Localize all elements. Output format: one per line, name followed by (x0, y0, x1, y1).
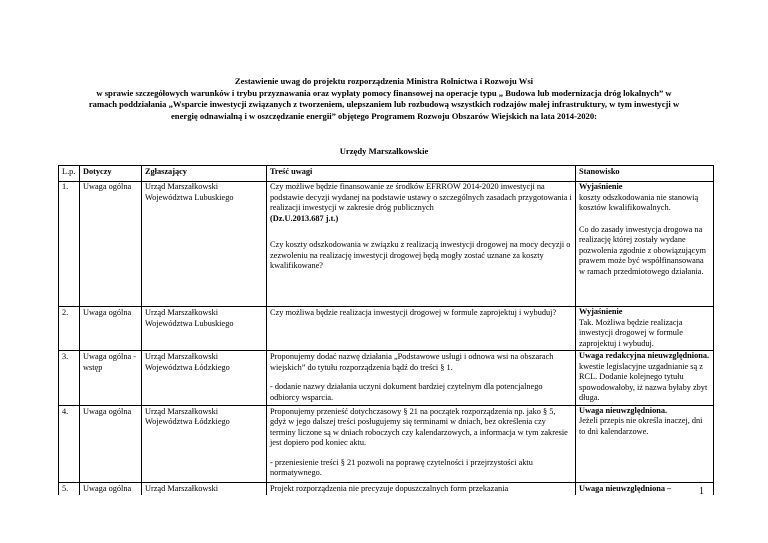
stanowisko-heading: Wyjaśnienie (579, 307, 623, 316)
title-line-4: energię odnawialną i w oszczędzanie energii” objętego Programem Rozwoju Obszarów Wiejskich na lata 2014-2020: (170, 110, 598, 121)
stanowisko-text: koszty odszkodowania nie stanowią kosztów kwalifikowalnych. (579, 192, 699, 212)
cell-dotyczy: Uwaga ogólna (80, 482, 142, 495)
tresc-paragraph: Czy koszty odszkodowania w związku z realizacją inwestycji drogowej na mocy decyzji o zezwoleniu na realizację inwestycji drogowej będą mogły zostać uznane za koszty kwalifikowane? (270, 240, 571, 270)
tresc-paragraph: - dodanie nazwy działania uczyni dokument bardziej czytelnym dla potencjalnego odbiorcy wsparcia. (270, 382, 543, 402)
stanowisko-text: Jeżeli przepis nie określa inaczej, dni to dni kalendarzowe. (579, 416, 703, 436)
cell-lp: 1. (59, 182, 80, 307)
cell-lp: 2. (59, 307, 80, 351)
cell-zglaszajacy: Urząd Marszałkowski Województwa Lubuskiego (142, 307, 267, 351)
cell-tresc: Projekt rozporządzenia nie precyzuje dopuszczalnych form przekazania (267, 482, 576, 495)
tresc-paragraph: - przeniesienie treści § 21 pozwoli na poprawę czytelności i przejrzystości aktu normatywnego. (270, 457, 533, 477)
stanowisko-text: Co do zasady inwestycja drogowa na realizację której zostały wydane pozwolenia zgodnie z obowiązującym prawem może być współfinansowana w ramach przedmiotowego działania. (579, 224, 706, 276)
cell-tresc (267, 351, 576, 406)
cell-stanowisko (576, 182, 714, 307)
table-row (59, 405, 714, 482)
table-row (59, 307, 714, 351)
cell-stanowisko (576, 351, 714, 406)
cell-tresc: Czy możliwa będzie realizacja inwestycji drogowej w formule zaprojektuj i wybuduj? (267, 307, 576, 351)
col-stanowisko: Stanowisko (576, 166, 714, 182)
title-line-2: w sprawie szczegółowych warunków i trybu przyznawania oraz wypłaty pomocy finansowej na operacje typu „ Budowa lub modernizacja dróg lokalnych” w (96, 87, 672, 98)
cell-stanowisko (576, 482, 714, 495)
col-dotyczy: Dotyczy (80, 166, 142, 182)
cell-zglaszajacy: Urząd Marszałkowski Województwa Łódzkiego (142, 405, 267, 482)
comments-table (58, 165, 714, 495)
document-title (0, 76, 768, 122)
cell-lp: 5. (59, 482, 80, 495)
cell-lp: 3. (59, 351, 80, 406)
tresc-paragraph: Proponujemy dodać nazwę działania „Podstawowe usługi i odnowa wsi na obszarach wiejskich” do tytułu rozporządzenia bądź do treści § 1. (270, 352, 554, 372)
cell-zglaszajacy: Urząd Marszałkowski Województwa Lubuskiego (142, 182, 267, 307)
section-subtitle: Urzędy Marszałkowskie (339, 146, 429, 156)
cell-tresc (267, 182, 576, 307)
cell-zglaszajacy: Urząd Marszałkowski (142, 482, 267, 495)
title-line-1: Zestawienie uwag do projektu rozporządzenia Ministra Rolnictwa i Rozwoju Wsi (234, 76, 534, 86)
cell-dotyczy: Uwaga ogólna (80, 405, 142, 482)
cell-zglaszajacy: Urząd Marszałkowski Województwa Łódzkiego (142, 351, 267, 406)
table-row (59, 351, 714, 406)
stanowisko-text: Tak. Możliwa będzie realizacja inwestycji drogowej w formule zaprojektuj i wybuduj. (579, 317, 683, 348)
tresc-paragraph: Czy możliwe będzie finansowanie ze środków EFRROW 2014-2020 inwestycji na podstawie decyzji wydanej na podstawie ustawy o szczególnych zasadach przygotowania i realizacji inwestycji w zakresie dróg publicznych (Dz.U.2013.687 j.t.) (270, 182, 572, 223)
col-lp: L.p. (59, 166, 80, 182)
cell-stanowisko (576, 307, 714, 351)
stanowisko-heading: Uwaga nieuwzględniona – (579, 483, 672, 493)
stanowisko-heading: Uwaga nieuwzględniona. (579, 405, 668, 415)
cell-stanowisko (576, 405, 714, 482)
table-row (59, 482, 714, 495)
cell-dotyczy: Uwaga ogólna (80, 182, 142, 307)
stanowisko-heading: Wyjaśnienie (579, 182, 623, 191)
col-zglaszajacy: Zgłaszający (142, 166, 267, 182)
page-number: 1 (699, 486, 704, 497)
stanowisko-heading: Uwaga redakcyjna nieuwzględniona. (579, 351, 710, 360)
cell-dotyczy: Uwaga ogólna (80, 307, 142, 351)
title-line-3: ramach poddziałania „Wsparcie inwestycji związanych z tworzeniem, ulepszaniem lub rozbudową wszystkich rodzajów małej infrastruktury, w tym inwestycji w (88, 99, 680, 109)
col-tresc: Treść uwagi (267, 166, 576, 182)
legal-reference: (Dz.U.2013.687 j.t.) (270, 213, 339, 223)
cell-tresc (267, 405, 576, 482)
table-row (59, 182, 714, 307)
cell-dotyczy: Uwaga ogólna - wstęp (80, 351, 142, 406)
tresc-paragraph: Proponujemy przenieść dotychczasowy § 21 na początek rozporządzenia np. jako § 5, gdyż w jego dalszej treści posługujemy się terminami w dniach, bez określenia czy terminy liczone są w dniach roboczych czy kalendarzowych, a informacja w tym zakresie jest dopiero pod koniec aktu. (270, 406, 568, 447)
stanowisko-text: kwestie legislacyjne uzgadnianie są z RCL. Dodanie kolejnego tytułu spowodowałoby, iż nazwa byłaby zbyt długa. (579, 361, 708, 402)
table-header-row (59, 166, 714, 182)
cell-lp: 4. (59, 405, 80, 482)
